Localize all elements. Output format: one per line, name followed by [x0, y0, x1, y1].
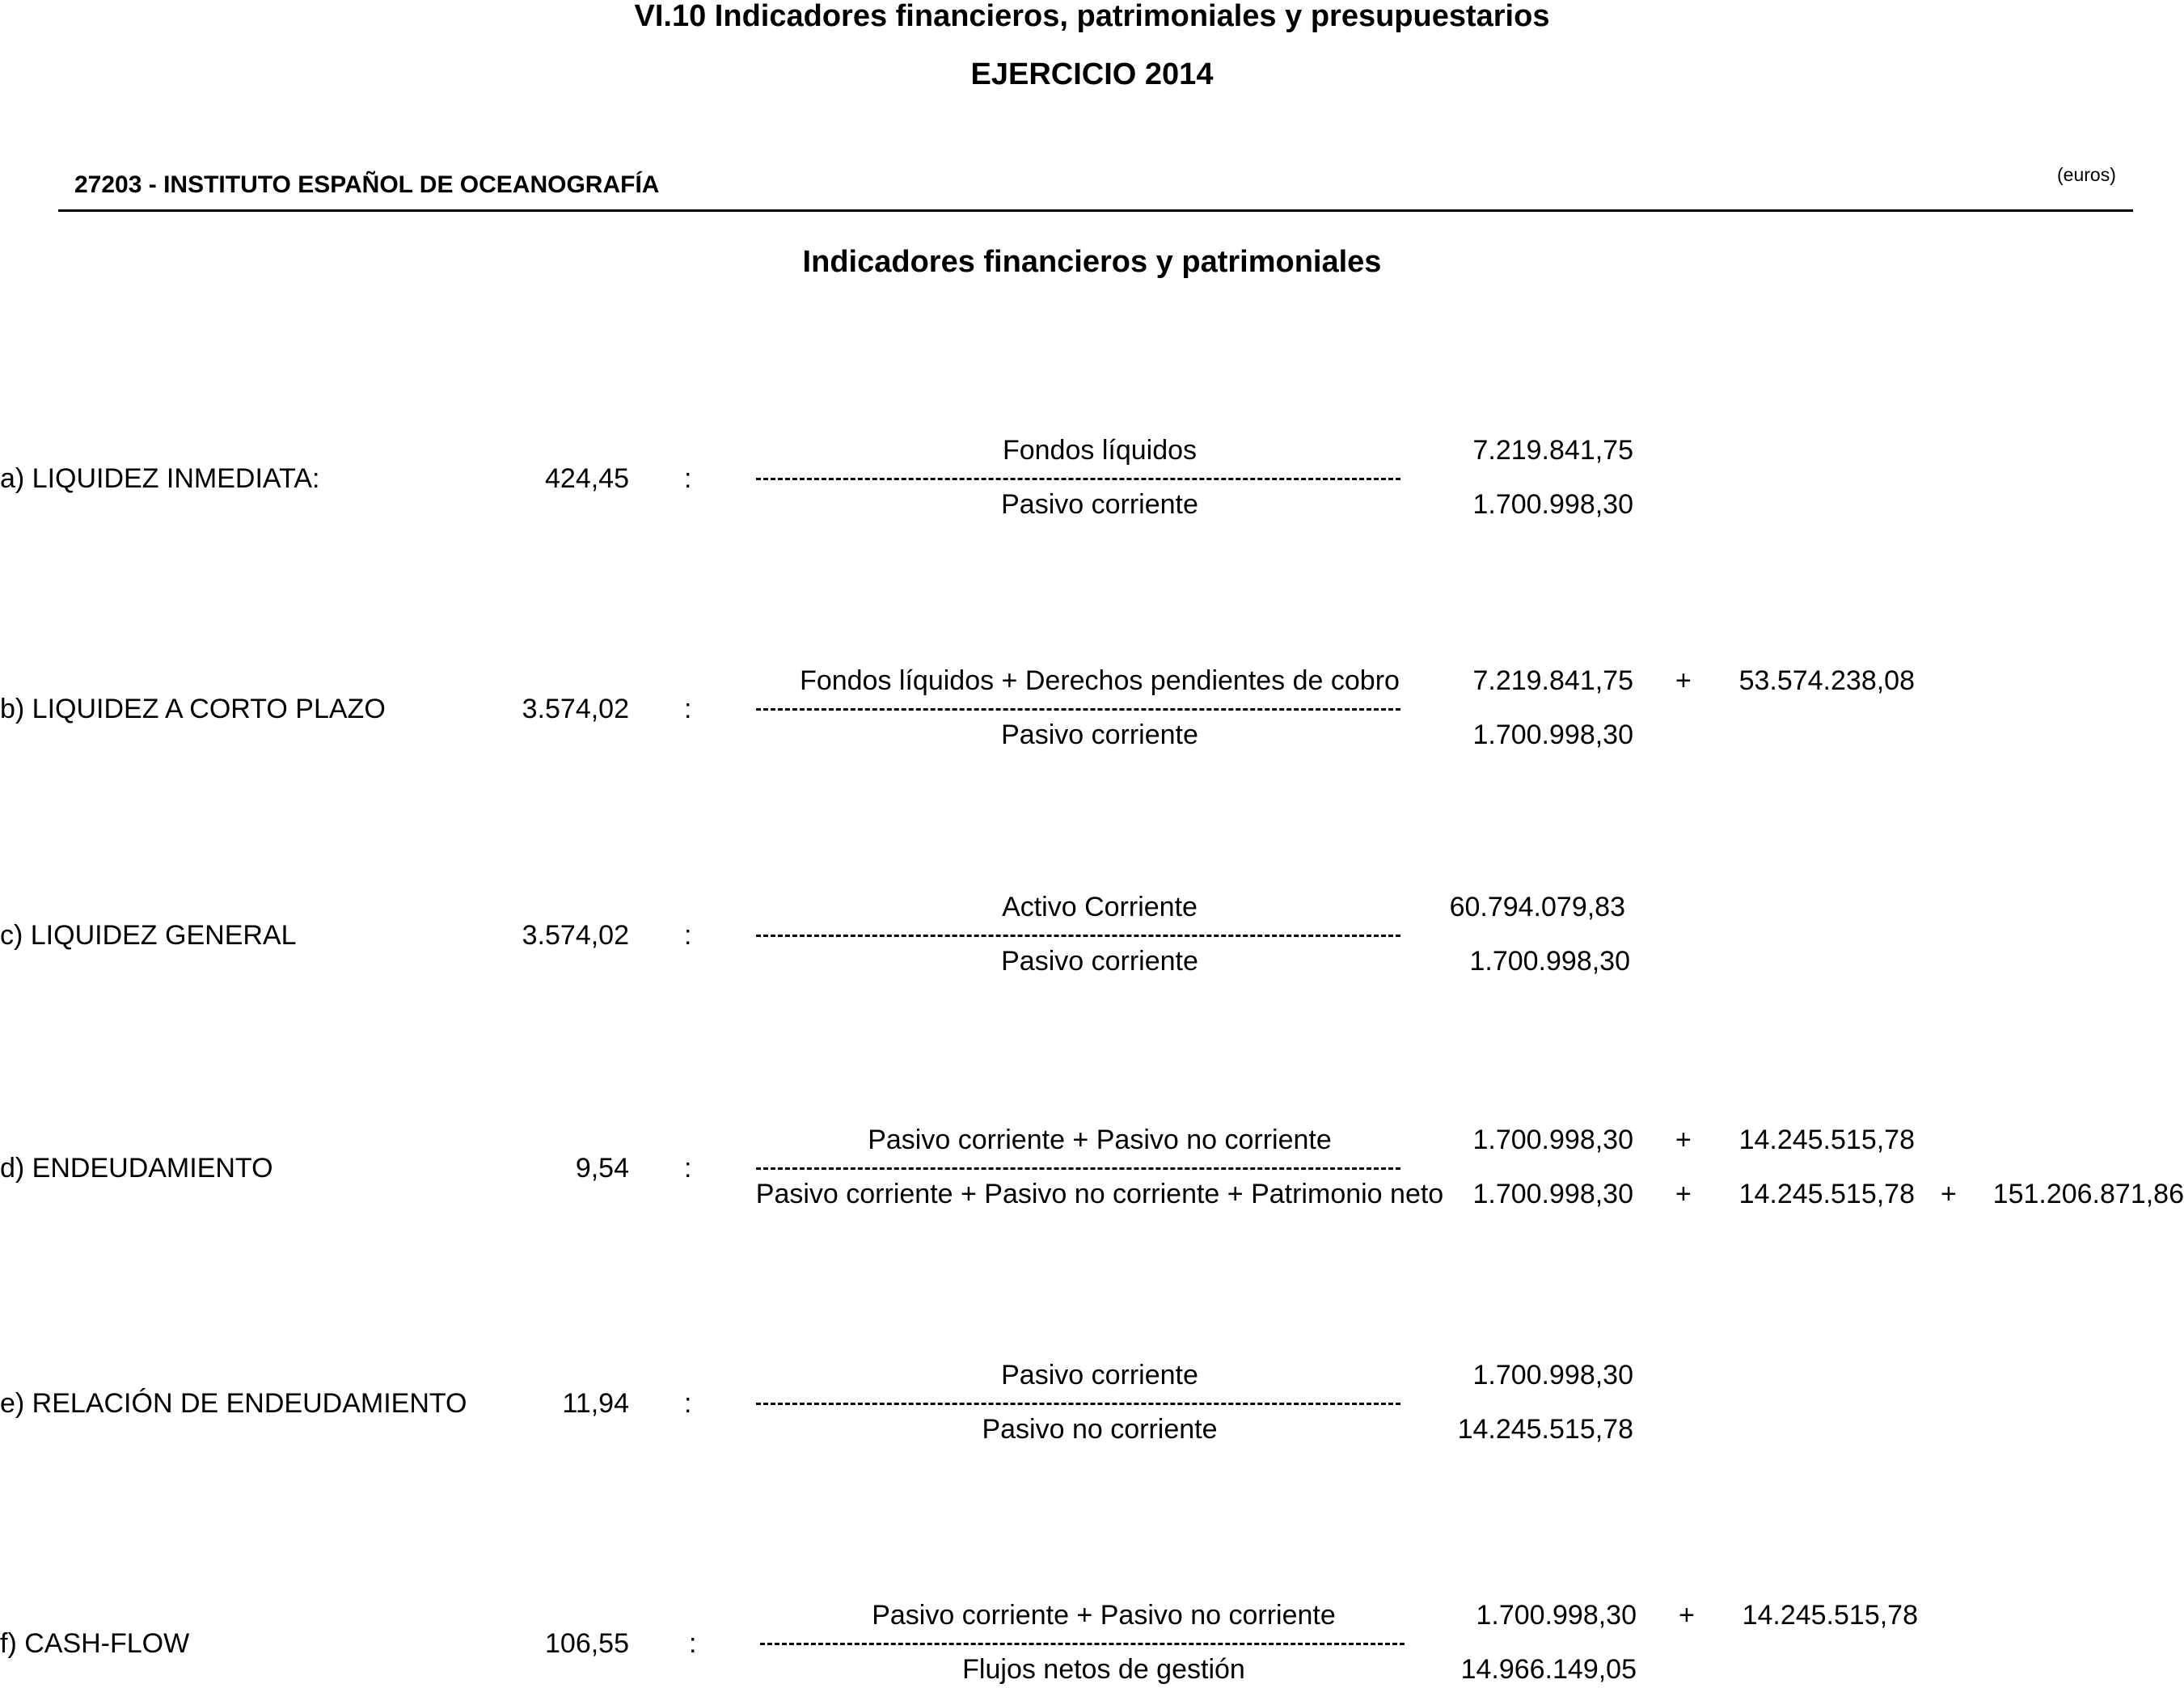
- numerator-value: 1.700.998,30: [1472, 1125, 1633, 1155]
- numerator-label: Fondos líquidos + Derechos pendientes de cobro: [800, 665, 1400, 696]
- denominator-label: Pasivo corriente + Pasivo no corriente + Patrimonio neto: [755, 1179, 1444, 1209]
- plus-sign: +: [1679, 1600, 1695, 1631]
- numerator-value: 1.700.998,30: [1472, 1360, 1633, 1390]
- fraction-line: [756, 935, 1400, 937]
- indicator-value: 3.574,02: [522, 694, 629, 724]
- denominator-value: 1.700.998,30: [1472, 720, 1633, 750]
- numerator-value: 53.574.238,08: [1738, 665, 1915, 696]
- denominator-value: 151.206.871,86: [1992, 1179, 2184, 1209]
- denominator-value: 14.245.515,78: [1738, 1179, 1915, 1209]
- numerator-label: Pasivo corriente: [1001, 1360, 1198, 1390]
- indicator-row: [0, 665, 2184, 753]
- indicator-label: a) LIQUIDEZ INMEDIATA:: [0, 463, 320, 494]
- indicator-separator: :: [689, 1628, 697, 1659]
- fraction-line: [756, 708, 1400, 711]
- indicator-value: 11,94: [562, 1388, 629, 1419]
- denominator-label: Pasivo corriente: [1001, 720, 1198, 750]
- section-title: Indicadores financieros y patrimoniales: [802, 245, 1382, 279]
- indicator-row: [0, 1599, 2184, 1688]
- fraction-line: [756, 1167, 1400, 1170]
- fraction-line: [756, 478, 1400, 480]
- numerator-value: 1.700.998,30: [1476, 1600, 1637, 1631]
- denominator-label: Pasivo corriente: [1001, 489, 1198, 520]
- indicator-separator: :: [684, 694, 692, 724]
- indicator-value: 9,54: [575, 1153, 629, 1184]
- numerator-value: 14.245.515,78: [1742, 1600, 1918, 1631]
- indicator-separator: :: [684, 1153, 692, 1184]
- indicator-separator: :: [684, 920, 692, 951]
- entity-name: 27203 - INSTITUTO ESPAÑOL DE OCEANOGRAFÍA: [74, 171, 660, 198]
- denominator-label: Pasivo no corriente: [982, 1414, 1218, 1445]
- plus-sign: +: [1675, 665, 1692, 696]
- numerator-value: 60.794.079,83: [1449, 892, 1625, 922]
- page-subtitle: EJERCICIO 2014: [970, 57, 1214, 91]
- indicator-value: 106,55: [545, 1628, 629, 1659]
- indicator-label: c) LIQUIDEZ GENERAL: [0, 920, 297, 951]
- indicator-row: [0, 1124, 2184, 1213]
- numerator-value: 14.245.515,78: [1738, 1125, 1915, 1155]
- indicator-separator: :: [684, 1388, 692, 1419]
- indicator-label: f) CASH-FLOW: [0, 1628, 190, 1659]
- units-note: (euros): [2057, 164, 2116, 185]
- indicator-row: [0, 891, 2184, 980]
- indicator-row: [0, 434, 2184, 523]
- numerator-label: Pasivo corriente + Pasivo no corriente: [872, 1600, 1336, 1631]
- numerator-value: 7.219.841,75: [1472, 665, 1633, 696]
- numerator-label: Fondos líquidos: [1002, 435, 1198, 466]
- numerator-label: Pasivo corriente + Pasivo no corriente: [868, 1125, 1332, 1155]
- indicator-label: e) RELACIÓN DE ENDEUDAMIENTO: [0, 1388, 467, 1419]
- page-title: VI.10 Indicadores financieros, patrimoniales y presupuestarios: [634, 0, 1550, 33]
- plus-sign: +: [1941, 1179, 1957, 1209]
- indicator-label: b) LIQUIDEZ A CORTO PLAZO: [0, 694, 386, 724]
- indicator-value: 424,45: [545, 463, 629, 494]
- numerator-value: 7.219.841,75: [1472, 435, 1633, 466]
- denominator-value: 1.700.998,30: [1472, 489, 1633, 520]
- indicator-separator: :: [684, 463, 692, 494]
- denominator-value: 1.700.998,30: [1472, 1179, 1633, 1209]
- denominator-label: Flujos netos de gestión: [962, 1654, 1245, 1685]
- indicator-value: 3.574,02: [522, 920, 629, 951]
- plus-sign: +: [1675, 1125, 1692, 1155]
- denominator-value: 1.700.998,30: [1469, 946, 1630, 977]
- denominator-value: 14.966.149,05: [1460, 1654, 1637, 1685]
- numerator-label: Activo Corriente: [1002, 892, 1198, 922]
- denominator-label: Pasivo corriente: [1001, 946, 1198, 977]
- header-divider: [58, 209, 2133, 212]
- plus-sign: +: [1675, 1179, 1692, 1209]
- indicator-row: [0, 1359, 2184, 1448]
- denominator-value: 14.245.515,78: [1457, 1414, 1633, 1445]
- fraction-line: [756, 1403, 1400, 1405]
- indicator-label: d) ENDEUDAMIENTO: [0, 1153, 273, 1184]
- fraction-line: [760, 1643, 1405, 1645]
